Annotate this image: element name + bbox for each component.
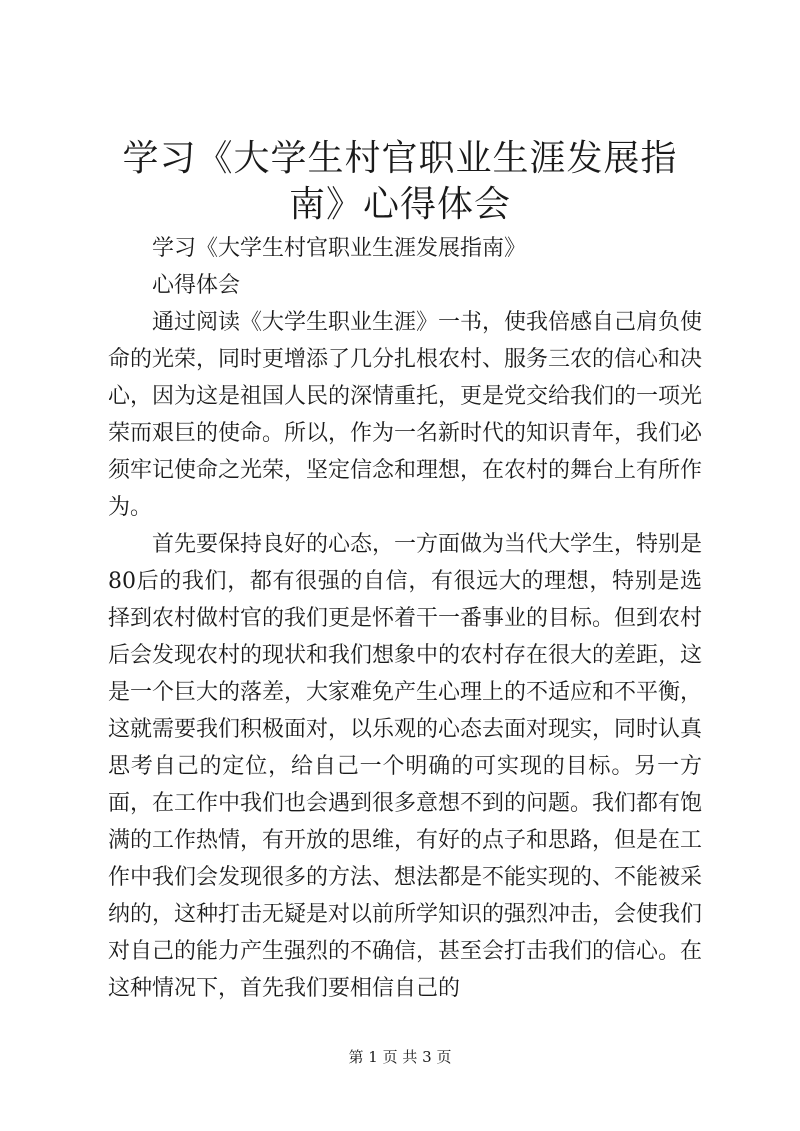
- paragraph-subtitle: 学习《大学生村官职业生涯发展指南》: [152, 236, 527, 261]
- page-footer: 第 1 页 共 3 页: [348, 1048, 452, 1066]
- document-body: [108, 230, 702, 1007]
- paragraph-intro: 通过阅读《大学生职业生涯》一书，使我倍感自己肩负使命的光荣，同时更增添了几分扎根农村、服务三农的信心和决心，因为这是祖国人民的深情重托，更是党交给我们的一项光荣而艰巨的使命。所以，作为一名新时代的知识青年，我们必须牢记使命之光荣，坚定信念和理想，在农村的舞台上有所作为。: [108, 310, 703, 520]
- paragraph-mindset: 首先要保持良好的心态，一方面做为当代大学生，特别是80后的我们，都有很强的自信，有很远大的理想，特别是选择到农村做村官的我们更是怀着干一番事业的目标。但到农村后会发现农村的现状和我们想象中的农村存在很大的差距，这是一个巨大的落差，大家难免产生心理上的不适应和不平衡，这就需要我们积极面对，以乐观的心态去面对现实，同时认真思考自己的定位，给自己一个明确的可实现的目标。另一方面，在工作中我们也会遇到很多意想不到的问题。我们都有饱满的工作热情，有开放的思维，有好的点子和思路，但是在工作中我们会发现很多的方法、想法都是不能实现的、不能被采纳的，这种打击无疑是对以前所学知识的强烈冲击，会使我们对自己的能力产生强烈的不确信，甚至会打击我们的信心。在这种情况下，首先我们要相信自己的: [108, 532, 703, 1001]
- document-title: 学习《大学生村官职业生涯发展指南》心得体会: [122, 138, 678, 225]
- paragraph-subtitle-2: 心得体会: [152, 273, 241, 298]
